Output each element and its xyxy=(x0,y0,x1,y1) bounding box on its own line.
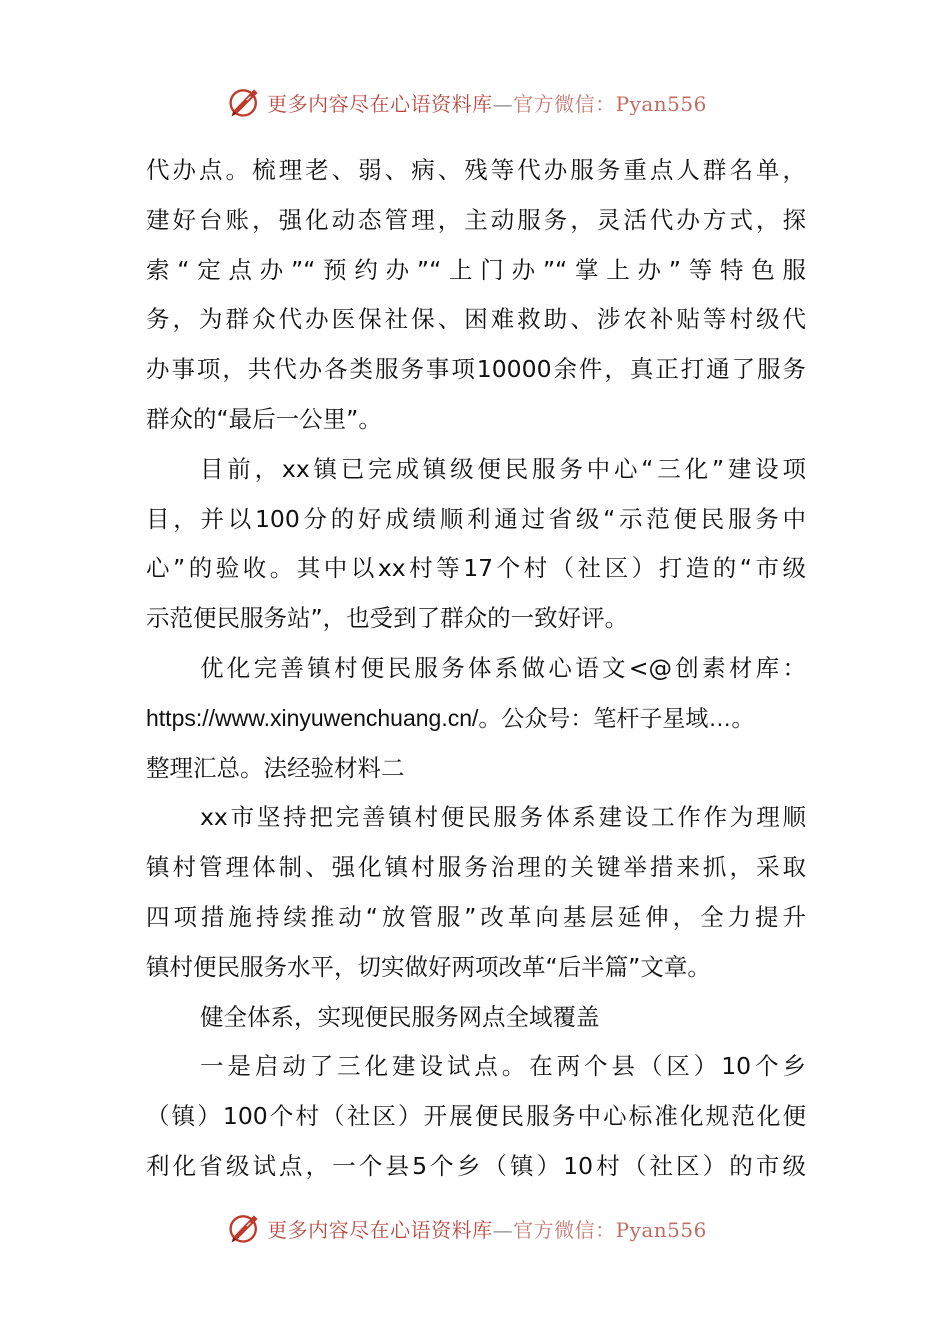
body-line: xx市坚持把完善镇村便民服务体系建设工作作为理顺 xyxy=(200,803,806,832)
body-line: 目前，xx镇已完成镇级便民服务中心“三化”建设项 xyxy=(200,454,806,483)
body-line: 一是启动了三化建设试点。在两个县（区）10个乡 xyxy=(200,1052,806,1081)
body-line: 四项措施持续推动“放管服”改革向基层延伸，全力提升 xyxy=(146,902,806,931)
watermark-separator: — xyxy=(492,1217,514,1242)
body-line: 镇村便民服务水平，切实做好两项改革“后半篇”文章。 xyxy=(146,952,711,981)
watermark-text xyxy=(267,1214,707,1243)
watermark-title: 更多内容尽在心语资料库 xyxy=(267,91,493,116)
watermark-official: 官方微信： xyxy=(513,91,616,116)
body-line: 代办点。梳理老、弱、病、残等代办服务重点人群名单， xyxy=(146,156,806,184)
watermark-wechat-id: Pyan556 xyxy=(615,1217,707,1242)
body-line: （镇）100个村（社区）开展便民服务中心标准化规范化便 xyxy=(146,1102,806,1131)
body-line: 群众的“最后一公里”。 xyxy=(146,404,382,433)
pen-logo-icon xyxy=(227,84,263,120)
body-line: 索“定点办”“预约办”“上门办”“掌上办”等特色服 xyxy=(146,255,806,284)
document-body xyxy=(146,146,806,1192)
body-line: 优化完善镇村便民服务体系做心语文<@创素材库： xyxy=(200,653,806,682)
body-line: 整理汇总。法经验材料二 xyxy=(146,753,405,782)
watermark-title: 更多内容尽在心语资料库 xyxy=(267,1217,493,1242)
body-line: 利化省级试点，一个县5个乡（镇）10村（社区）的市级 xyxy=(146,1151,806,1180)
body-line: 示范便民服务站”，也受到了群众的一致好评。 xyxy=(146,604,629,633)
body-line: 建好台账，强化动态管理，主动服务，灵活代办方式，探 xyxy=(146,205,806,234)
section-heading: 健全体系，实现便民服务网点全域覆盖 xyxy=(200,1002,600,1031)
watermark-banner-bottom xyxy=(0,1208,950,1248)
watermark-text xyxy=(267,88,707,117)
watermark-separator: — xyxy=(492,91,514,116)
body-line-url: https://www.xinyuwenchuang.cn/。公众号：笔杆子星域…。 xyxy=(146,704,755,731)
watermark-official: 官方微信： xyxy=(513,1217,616,1242)
body-line: 办事项，共代办各类服务事项10000余件，真正打通了服务 xyxy=(146,355,806,384)
body-line: 目，并以100分的好成绩顺利通过省级“示范便民服务中 xyxy=(146,504,806,533)
watermark-banner-top xyxy=(0,82,950,122)
pen-logo-icon xyxy=(227,1210,263,1246)
body-line: 务，为群众代办医保社保、困难救助、涉农补贴等村级代 xyxy=(146,305,806,334)
body-line: 心”的验收。其中以xx村等17个村（社区）打造的“市级 xyxy=(146,554,806,583)
body-line: 镇村管理体制、强化镇村服务治理的关键举措来抓，采取 xyxy=(146,853,806,882)
watermark-wechat-id: Pyan556 xyxy=(615,91,707,116)
